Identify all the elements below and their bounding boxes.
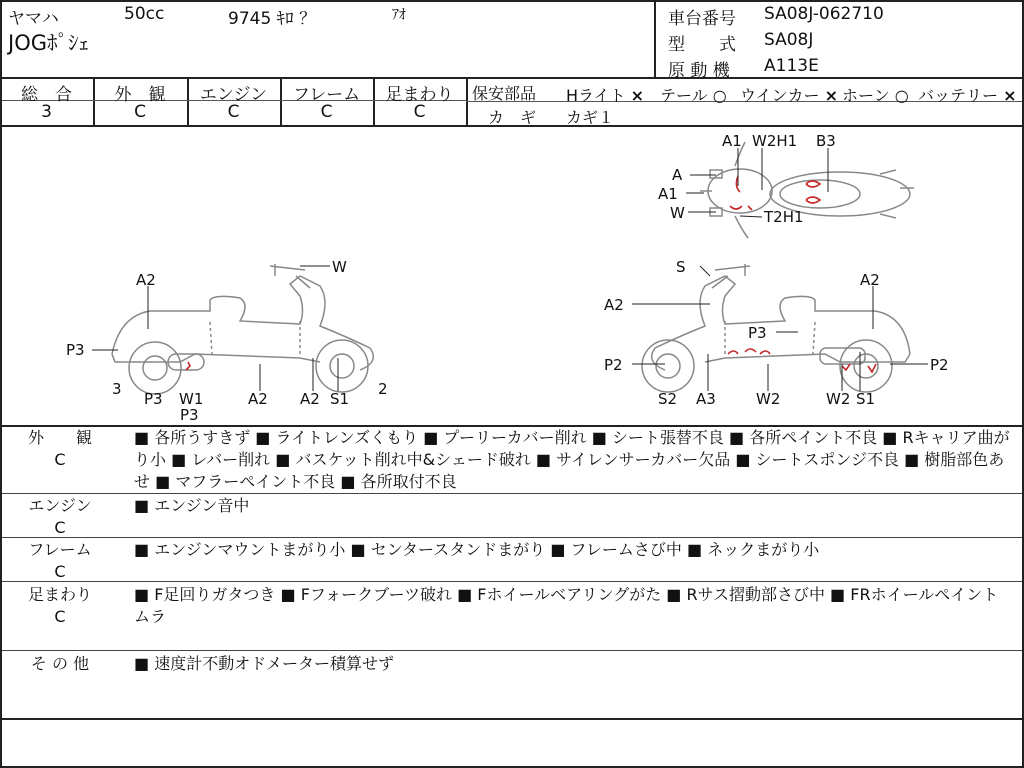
diagram-label: A2 — [860, 271, 880, 289]
comment-divider — [0, 581, 1024, 582]
diagram-label: A3 — [696, 390, 716, 408]
displacement: 50cc — [124, 4, 165, 24]
engine-value: A113E — [764, 56, 819, 76]
damage-diagram — [0, 126, 1024, 426]
diagram-label: P2 — [930, 356, 949, 374]
comment-title-other: そ の 他 — [30, 654, 90, 673]
header-block — [0, 0, 1024, 79]
diagram-label: S1 — [330, 390, 350, 408]
safety-item-horn: ホーン ○ — [842, 86, 909, 105]
diagram-label: W — [670, 204, 685, 222]
grade-overall-label: 総 合 — [21, 85, 72, 105]
safety-item-battery: バッテリー × — [918, 86, 1017, 105]
color: ｱｵ — [392, 7, 406, 23]
safety-item-headlight: Hライト × — [566, 86, 645, 105]
diagram-label: W2 — [826, 390, 851, 408]
top-view-scooter-outline — [700, 142, 914, 238]
type-value: SA08J — [764, 30, 814, 50]
grade-frame-label: フレーム — [292, 85, 361, 105]
diagram-label: P3 — [180, 406, 199, 424]
grade-suspension-value: C — [413, 102, 426, 122]
mileage: 9745 ｷﾛ ？ — [228, 9, 317, 29]
comment-divider — [0, 650, 1024, 651]
diagram-label: A1 — [658, 185, 678, 203]
diagram-label: B3 — [816, 132, 836, 150]
grade-engine-label: エンジン — [199, 85, 268, 105]
diagram-label: 3 — [112, 380, 122, 398]
comment-title-suspension: 足まわり C — [27, 585, 92, 626]
safety-item-winker: ウインカー × — [740, 86, 839, 105]
grade-suspension-label: 足まわり — [385, 85, 454, 105]
comment-title-exterior: 外 観 C — [27, 428, 92, 469]
comment-title-engine: エンジン C — [28, 496, 92, 537]
diagram-label: A2 — [604, 296, 624, 314]
header-divider — [654, 0, 656, 79]
diagram-label: 2 — [378, 380, 388, 398]
comment-text-suspension: ■ F足回りガタつき ■ Fフォークブーツ破れ ■ Fホイールベアリングがた ■ Rサス摺動部さび中 ■ FRホイールペイントムラ — [134, 585, 999, 626]
comment-divider — [0, 537, 1024, 538]
diagram-label: S — [676, 258, 686, 276]
grade-exterior-label: 外 観 — [114, 85, 166, 105]
diagram-label: P2 — [604, 356, 623, 374]
type-label: 型 式 — [668, 35, 736, 55]
grade-exterior-value: C — [134, 102, 146, 122]
comment-text-other: ■ 速度計不動オドメーター積算せず — [134, 654, 395, 673]
grade-engine-value: C — [227, 102, 240, 122]
grade-frame-value: C — [320, 102, 333, 122]
diagram-label: T2H1 — [764, 208, 804, 226]
key-value: カギ１ — [566, 108, 615, 127]
diagram-label: W1 — [179, 390, 204, 408]
diagram-label: A — [672, 166, 683, 184]
comment-divider — [0, 493, 1024, 494]
sheet-bottom-line — [0, 718, 1024, 720]
diagram-label: P3 — [748, 324, 767, 342]
diagram-label: S1 — [856, 390, 876, 408]
comment-title-frame: フレーム C — [28, 540, 92, 581]
diagram-label: W2 — [756, 390, 781, 408]
diagram-label: A2 — [136, 271, 156, 289]
key-label: カ ギ — [488, 108, 537, 127]
comment-text-exterior: ■ 各所うすきず ■ ライトレンズくもり ■ プーリーカバー削れ ■ シート張替不良 ■ 各所ペイント不良 ■ Rキャリア曲がり小 ■ レバー削れ ■ バスケット削れ中&シェード破れ ■ サイレンサーカバー欠品 ■ シートスポンジ不良 ■ 樹脂部色あせ ■ マフラーペイント不良 ■ 各所取付不良 — [134, 428, 1010, 491]
diagram-label: A2 — [248, 390, 268, 408]
maker: ヤマハ — [8, 9, 59, 29]
model-name: JOGﾎﾟｼｪ — [8, 31, 89, 55]
comment-text-frame: ■ エンジンマウントまがり小 ■ センタースタンドまがり ■ フレームさび中 ■ ネックまがり小 — [134, 540, 820, 559]
diagram-label: P3 — [144, 390, 163, 408]
damage-marks — [186, 176, 876, 372]
frame-no: SA08J-062710 — [764, 4, 884, 24]
frame-no-label: 車台番号 — [668, 9, 736, 29]
diagram-label: W2H1 — [752, 132, 798, 150]
grade-overall-value: 3 — [41, 102, 52, 122]
diagram-label: A2 — [300, 390, 320, 408]
safety-item-tail: テール ○ — [660, 86, 727, 105]
engine-label: 原 動 機 — [668, 61, 730, 81]
diagram-label: P3 — [66, 341, 85, 359]
diagram-label: S2 — [658, 390, 678, 408]
diagram-label: A1 — [722, 132, 742, 150]
safety-label: 保安部品 — [472, 84, 537, 103]
diagram-label: W — [332, 258, 347, 276]
grade-divider — [466, 79, 468, 126]
comment-text-engine: ■ エンジン音中 — [134, 496, 250, 515]
